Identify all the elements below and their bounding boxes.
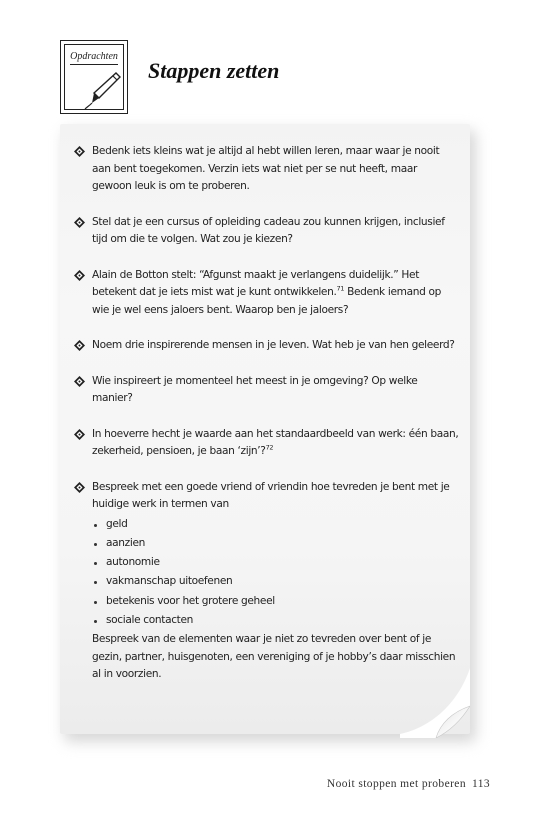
list-item bbox=[74, 214, 459, 249]
list-item bbox=[74, 479, 459, 684]
sub-list-item: betekenis voor het grotere geheel bbox=[92, 593, 459, 611]
sub-list-item: vakmanschap uitoefenen bbox=[92, 573, 459, 591]
sub-list-item: aanzien bbox=[92, 535, 459, 553]
running-title: Nooit stoppen met proberen bbox=[326, 778, 466, 790]
item-text: Noem drie inspirerende mensen in je leven. Wat heb je van hen geleerd? bbox=[92, 339, 455, 351]
footnote-ref: 72 bbox=[265, 443, 274, 452]
diamond-bullet-icon bbox=[74, 482, 85, 493]
list-item bbox=[74, 267, 459, 320]
sub-list bbox=[92, 516, 459, 630]
page-footer bbox=[327, 778, 490, 790]
item-followup-text: Bespreek van de elementen waar je niet zo tevreden over bent of je gezin, partner, huisgenoten, een vereniging of je hobby’s daar misschien al in voorzien. bbox=[92, 633, 456, 681]
list-item bbox=[74, 426, 459, 461]
sub-list-item: autonomie bbox=[92, 554, 459, 572]
diamond-bullet-icon bbox=[74, 270, 85, 281]
diamond-bullet-icon bbox=[74, 429, 85, 440]
list-item bbox=[74, 373, 459, 408]
item-text: Wie inspireert je momenteel het meest in je omgeving? Op welke manier? bbox=[92, 374, 418, 404]
item-text: Alain de Botton stelt: “Afgunst maakt je verlangens duidelijk.” Het betekent dat je iets mist wat je kunt ontwikkelen. bbox=[92, 268, 419, 298]
badge-divider bbox=[70, 64, 118, 65]
assignments-badge bbox=[60, 40, 128, 114]
sub-list-item: sociale contacten bbox=[92, 612, 459, 630]
list-item bbox=[74, 143, 459, 196]
assignment-list bbox=[74, 143, 459, 702]
diamond-bullet-icon bbox=[74, 376, 85, 387]
item-text: Stel dat je een cursus of opleiding cadeau zou kunnen krijgen, inclusief tijd om die te volgen. Wat zou je kiezen? bbox=[92, 215, 445, 245]
diamond-bullet-icon bbox=[74, 146, 85, 157]
page-title: Stappen zetten bbox=[148, 58, 280, 83]
item-text: Bespreek met een goede vriend of vriendin hoe tevreden je bent met je huidige werk in termen van bbox=[92, 480, 450, 510]
item-text-cont: Bedenk iemand op wie je wel eens jaloers bent. Waarop ben je jaloers? bbox=[92, 286, 441, 316]
badge-label: Opdrachten bbox=[70, 51, 118, 62]
item-text: In hoeverre hecht je waarde aan het standaardbeeld van werk: één baan, zekerheid, pensioen, je baan ‘zijn’? bbox=[92, 427, 459, 457]
list-item bbox=[74, 337, 459, 355]
diamond-bullet-icon bbox=[74, 340, 85, 351]
pen-icon bbox=[83, 69, 123, 111]
item-text: Bedenk iets kleins wat je altijd al hebt willen leren, maar waar je nooit aan bent toegekomen. Verzin iets wat niet per se nut heeft, maar gewoon leuk is om te proberen. bbox=[92, 145, 440, 192]
diamond-bullet-icon bbox=[74, 217, 85, 228]
footnote-ref: 71 bbox=[336, 284, 345, 293]
page-number: 113 bbox=[471, 778, 490, 790]
sub-list-item: geld bbox=[92, 516, 459, 534]
